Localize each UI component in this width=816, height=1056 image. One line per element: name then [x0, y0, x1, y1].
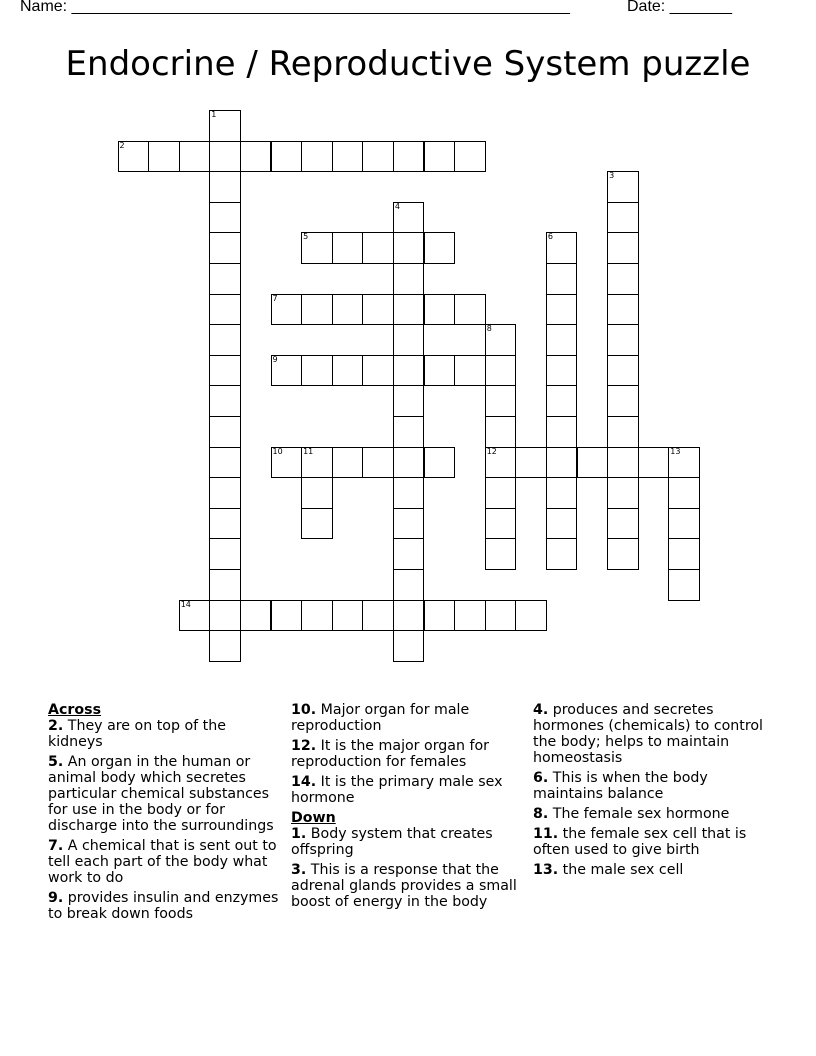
grid-cell[interactable]	[454, 355, 486, 387]
grid-cell[interactable]	[577, 447, 609, 479]
down-heading: Down	[291, 810, 336, 826]
grid-cell[interactable]	[332, 294, 364, 326]
grid-cell[interactable]	[607, 447, 639, 479]
grid-cell[interactable]	[362, 141, 394, 173]
cell-number: 11	[303, 446, 314, 456]
clue-number: 6.	[533, 770, 549, 786]
clue-number: 1.	[291, 826, 307, 842]
grid-cell[interactable]	[209, 630, 241, 662]
grid-cell[interactable]	[271, 355, 303, 387]
grid-cell[interactable]	[393, 600, 425, 632]
grid-cell[interactable]	[209, 232, 241, 264]
grid-cell[interactable]	[485, 447, 517, 479]
grid-cell[interactable]	[546, 355, 578, 387]
grid-cell[interactable]	[607, 263, 639, 295]
grid-cell[interactable]	[485, 538, 517, 570]
clue-number: 12.	[291, 738, 317, 754]
clue-across-5	[48, 754, 284, 834]
grid-cell[interactable]	[607, 324, 639, 356]
grid-cell[interactable]	[607, 416, 639, 448]
clue-text: the male sex cell	[562, 862, 684, 878]
cell-number: 6	[547, 232, 553, 242]
grid-cell[interactable]	[393, 630, 425, 662]
clue-text: provides insulin and enzymes to break down foods	[48, 890, 279, 922]
clue-text: They are on top of the kidneys	[48, 718, 226, 750]
grid-cell[interactable]	[393, 447, 425, 479]
clue-down-13	[533, 862, 769, 878]
grid-cell[interactable]	[485, 600, 517, 632]
grid-cell[interactable]	[301, 355, 333, 387]
clue-across-10	[291, 702, 527, 734]
clue-number: 10.	[291, 702, 317, 718]
clue-text: the female sex cell that is often used to give birth	[533, 826, 747, 858]
grid-cell[interactable]	[179, 141, 211, 173]
grid-cell[interactable]	[301, 294, 333, 326]
grid-cell[interactable]	[668, 447, 700, 479]
clue-number: 2.	[48, 718, 64, 734]
clue-text: This is when the body maintains balance	[533, 770, 708, 802]
grid-cell[interactable]	[209, 263, 241, 295]
name-field-label: Name: ________________________________________________________	[20, 0, 570, 15]
grid-cell[interactable]	[393, 202, 425, 234]
grid-cell[interactable]	[271, 294, 303, 326]
cell-number: 10	[272, 446, 283, 456]
grid-cell[interactable]	[546, 385, 578, 417]
clue-text: A chemical that is sent out to tell each part of the body what work to do	[48, 838, 277, 886]
cell-number: 4	[394, 201, 400, 211]
grid-cell[interactable]	[668, 538, 700, 570]
grid-cell[interactable]	[209, 294, 241, 326]
grid-cell[interactable]	[607, 385, 639, 417]
grid-cell[interactable]	[393, 294, 425, 326]
grid-cell[interactable]	[607, 294, 639, 326]
cell-number: 1	[211, 110, 217, 119]
grid-cell[interactable]	[546, 416, 578, 448]
cell-number: 14	[180, 599, 191, 609]
grid-cell[interactable]	[515, 600, 547, 632]
grid-cell[interactable]	[424, 355, 456, 387]
grid-cell[interactable]	[546, 324, 578, 356]
grid-cell[interactable]	[301, 508, 333, 540]
grid-cell[interactable]	[332, 600, 364, 632]
grid-cell[interactable]	[393, 141, 425, 173]
grid-cell[interactable]	[393, 263, 425, 295]
cell-number: 2	[119, 140, 125, 150]
grid-cell[interactable]	[515, 447, 547, 479]
across-heading: Across	[48, 702, 102, 718]
clue-number: 13.	[533, 862, 559, 878]
clue-column-3	[533, 702, 769, 882]
cell-number: 5	[303, 232, 309, 242]
grid-cell[interactable]	[546, 477, 578, 509]
page-title: Endocrine / Reproductive System puzzle	[65, 44, 751, 84]
date-field-label: Date: _______	[627, 0, 732, 15]
cell-number: 12	[486, 446, 497, 456]
grid-cell[interactable]	[118, 141, 150, 173]
grid-cell[interactable]	[301, 477, 333, 509]
grid-cell[interactable]	[607, 202, 639, 234]
grid-cell[interactable]	[240, 600, 272, 632]
clue-text: It is the primary male sex hormone	[291, 774, 503, 806]
clue-number: 14.	[291, 774, 317, 790]
grid-cell[interactable]	[668, 477, 700, 509]
grid-cell[interactable]	[546, 232, 578, 264]
clue-text: Major organ for male reproduction	[291, 702, 470, 734]
clue-number: 5.	[48, 754, 64, 770]
clue-down-11	[533, 826, 769, 858]
clue-down-6	[533, 770, 769, 802]
grid-cell[interactable]	[209, 569, 241, 601]
grid-cell[interactable]	[485, 324, 517, 356]
grid-cell[interactable]	[362, 447, 394, 479]
grid-cell[interactable]	[209, 385, 241, 417]
grid-cell[interactable]	[607, 508, 639, 540]
clue-down-1	[291, 826, 527, 858]
clue-number: 7.	[48, 838, 64, 854]
grid-cell[interactable]	[424, 141, 456, 173]
grid-cell[interactable]	[485, 416, 517, 448]
grid-cell[interactable]	[393, 232, 425, 264]
grid-cell[interactable]	[362, 294, 394, 326]
grid-cell[interactable]	[301, 447, 333, 479]
grid-cell[interactable]	[607, 355, 639, 387]
clue-text: produces and secretes hormones (chemicals) to control the body; helps to maintain homeostasis	[533, 702, 763, 766]
grid-cell[interactable]	[546, 263, 578, 295]
clue-column-1	[48, 702, 284, 926]
grid-cell[interactable]	[332, 232, 364, 264]
grid-cell[interactable]	[271, 141, 303, 173]
clue-column-2	[291, 702, 527, 914]
grid-cell[interactable]	[209, 141, 241, 173]
grid-cell[interactable]	[148, 141, 180, 173]
grid-cell[interactable]	[332, 447, 364, 479]
grid-cell[interactable]	[209, 202, 241, 234]
clue-down-4	[533, 702, 769, 766]
clue-number: 4.	[533, 702, 549, 718]
grid-cell[interactable]	[424, 232, 456, 264]
grid-cell[interactable]	[393, 416, 425, 448]
cell-number: 8	[486, 324, 492, 334]
grid-cell[interactable]	[546, 294, 578, 326]
clue-down-3	[291, 862, 527, 910]
clue-down-8	[533, 806, 769, 822]
grid-cell[interactable]	[393, 569, 425, 601]
grid-cell[interactable]	[393, 538, 425, 570]
grid-cell[interactable]	[638, 447, 670, 479]
grid-cell[interactable]	[546, 508, 578, 540]
grid-cell[interactable]	[607, 538, 639, 570]
cell-number: 3	[609, 171, 615, 181]
grid-cell[interactable]	[362, 232, 394, 264]
grid-cell[interactable]	[424, 294, 456, 326]
grid-cell[interactable]	[209, 416, 241, 448]
grid-cell[interactable]	[454, 600, 486, 632]
grid-cell[interactable]	[209, 600, 241, 632]
grid-cell[interactable]	[485, 355, 517, 387]
clue-text: The female sex hormone	[552, 806, 730, 822]
clue-across-12	[291, 738, 527, 770]
clue-across-2	[48, 718, 284, 750]
grid-cell[interactable]	[332, 141, 364, 173]
cell-number: 7	[272, 293, 278, 303]
grid-cell[interactable]	[393, 385, 425, 417]
grid-cell[interactable]	[301, 600, 333, 632]
cell-number: 13	[670, 446, 681, 456]
grid-cell[interactable]	[546, 447, 578, 479]
grid-cell[interactable]	[607, 477, 639, 509]
grid-cell[interactable]	[393, 477, 425, 509]
grid-cell[interactable]	[209, 171, 241, 203]
clue-number: 8.	[533, 806, 549, 822]
grid-cell[interactable]	[393, 355, 425, 387]
clue-number: 11.	[533, 826, 559, 842]
grid-cell[interactable]	[393, 508, 425, 540]
clue-number: 3.	[291, 862, 307, 878]
grid-cell[interactable]	[424, 447, 456, 479]
grid-cell[interactable]	[209, 538, 241, 570]
clue-text: This is a response that the adrenal glands provides a small boost of energy in the body	[291, 862, 517, 910]
grid-cell[interactable]	[209, 508, 241, 540]
grid-cell[interactable]	[209, 324, 241, 356]
grid-cell[interactable]	[179, 600, 211, 632]
grid-cell[interactable]	[485, 477, 517, 509]
grid-cell[interactable]	[668, 508, 700, 540]
grid-cell[interactable]	[485, 385, 517, 417]
grid-cell[interactable]	[393, 324, 425, 356]
grid-cell[interactable]	[362, 600, 394, 632]
grid-cell[interactable]	[301, 232, 333, 264]
grid-cell[interactable]	[332, 355, 364, 387]
grid-cell[interactable]	[485, 508, 517, 540]
grid-cell[interactable]	[454, 141, 486, 173]
grid-cell[interactable]	[607, 171, 639, 203]
grid-cell[interactable]	[301, 141, 333, 173]
cell-number: 9	[272, 354, 278, 364]
clue-across-14	[291, 774, 527, 806]
clue-across-7	[48, 838, 284, 886]
clue-number: 9.	[48, 890, 64, 906]
grid-cell[interactable]	[209, 110, 241, 142]
grid-cell[interactable]	[209, 477, 241, 509]
grid-cell[interactable]	[362, 355, 394, 387]
clue-text: It is the major organ for reproduction for females	[291, 738, 490, 770]
grid-cell[interactable]	[454, 294, 486, 326]
clue-text: Body system that creates offspring	[291, 826, 493, 858]
grid-cell[interactable]	[271, 600, 303, 632]
grid-cell[interactable]	[546, 538, 578, 570]
grid-cell[interactable]	[271, 447, 303, 479]
grid-cell[interactable]	[424, 600, 456, 632]
clue-text: An organ in the human or animal body which secretes particular chemical substances for use in the body or for discharge into the surroundings	[48, 754, 274, 834]
clue-across-9	[48, 890, 284, 922]
grid-cell[interactable]	[209, 447, 241, 479]
grid-cell[interactable]	[240, 141, 272, 173]
grid-cell[interactable]	[668, 569, 700, 601]
grid-cell[interactable]	[209, 355, 241, 387]
grid-cell[interactable]	[607, 232, 639, 264]
